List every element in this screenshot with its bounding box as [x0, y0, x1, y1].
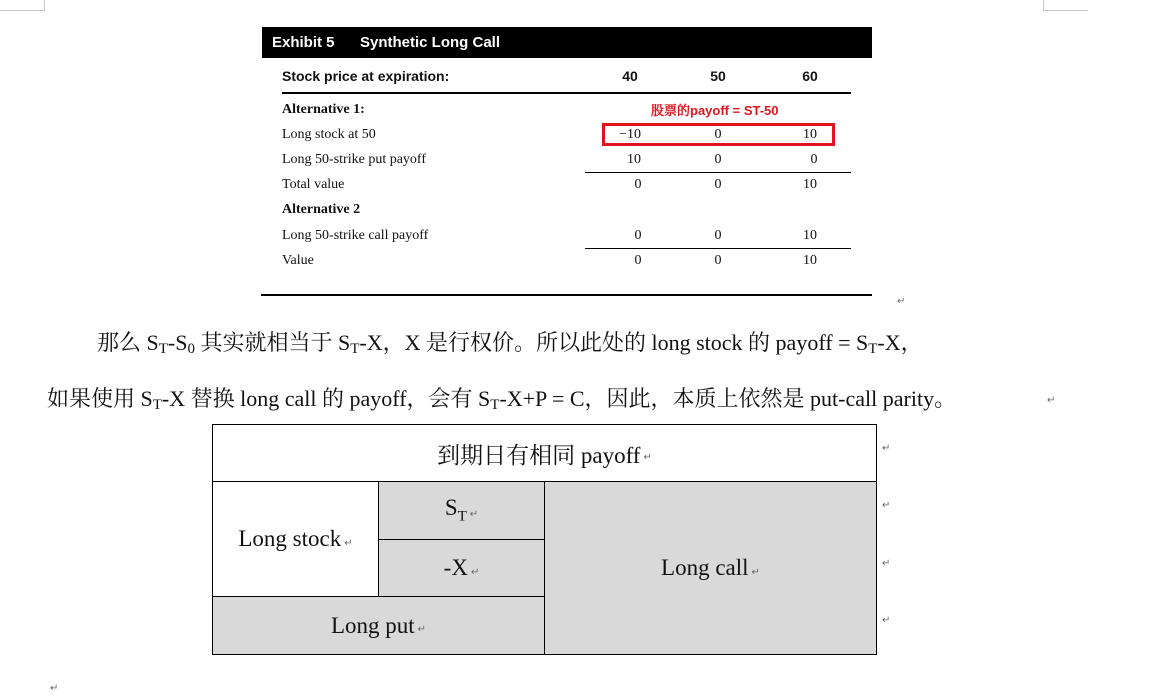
- paragraph-2: 如果使用 $S_T-X$ 替换 long call 的 payoff，会有 $S_T-X+P = C$，因此，本质上依然是 put-call parity。: [47, 386, 957, 413]
- row-end-mark: ↵: [882, 615, 891, 626]
- header-rule: [282, 92, 851, 94]
- alt1-heading: Alternative 1:: [282, 102, 365, 117]
- exhibit-number: Exhibit 5: [272, 34, 335, 51]
- long-stock-label: Long stock: [238, 526, 342, 551]
- cell-value: 10: [803, 228, 817, 243]
- row-end-mark: ↵: [882, 558, 891, 569]
- cell-value: 10: [803, 253, 817, 268]
- price-50: 50: [710, 68, 726, 84]
- row-label-total-value: Total value: [282, 177, 345, 192]
- paragraph-1: 那么 $S_T-S_0$ 其实就相当于 $S_T-X$，X 是行权价。所以此处的 long stock 的 payoff = $S_T-X$，: [97, 330, 923, 357]
- sum-rule: [585, 172, 851, 173]
- row-label-value: Value: [282, 253, 314, 268]
- long-stock-cell: Long stock ↵: [213, 482, 379, 597]
- price-40: 40: [622, 68, 638, 84]
- cell-value: 0: [714, 228, 722, 243]
- paragraph-mark: ↵: [897, 296, 906, 307]
- cell-value: 0: [634, 253, 642, 268]
- payoff-diagram: [212, 424, 877, 655]
- st-label: $S_T$: [444, 495, 467, 525]
- minus-x-label: -X: [443, 555, 468, 580]
- long-put-label: Long put: [330, 612, 415, 638]
- payoff-annotation: 股票的payoff = ST-50: [651, 103, 779, 118]
- cell-value: 0: [810, 152, 818, 167]
- sum-rule: [585, 248, 851, 249]
- cell-value: 10: [803, 177, 817, 192]
- paragraph-mark: ↵: [50, 683, 59, 694]
- cell-value: 0: [714, 152, 722, 167]
- alt2-heading: Alternative 2: [282, 202, 361, 217]
- cell-value: 0: [634, 228, 642, 243]
- cell-value: 0: [714, 177, 722, 192]
- paragraph-mark: ↵: [1047, 395, 1056, 406]
- long-call-cell: Long call ↵: [545, 482, 876, 654]
- long-put-cell: Long put ↵: [213, 597, 545, 654]
- diagram-top-label: 到期日有相同 payoff: [437, 442, 641, 468]
- exhibit-header-row: [282, 66, 852, 88]
- cell-value: −10: [619, 127, 641, 142]
- row-end-mark: ↵: [882, 443, 891, 454]
- row-label-long-put: Long 50-strike put payoff: [282, 152, 426, 167]
- st-cell: $S_T$ ↵: [379, 482, 545, 540]
- page-corner-mark-left: [0, 0, 45, 11]
- price-60: 60: [802, 68, 818, 84]
- exhibit-title: Synthetic Long Call: [360, 34, 501, 51]
- exhibit-bottom-rule: [261, 294, 872, 296]
- cell-value: 10: [627, 152, 641, 167]
- cell-value: 0: [634, 177, 642, 192]
- page-corner-mark-right: [1043, 0, 1088, 11]
- row-end-mark: ↵: [882, 500, 891, 511]
- long-call-label: Long call: [661, 555, 749, 580]
- diagram-top-cell: 到期日有相同 payoff ↵: [213, 425, 876, 482]
- row-label-long-call: Long 50-strike call payoff: [282, 228, 429, 243]
- exhibit-title-bar: [262, 27, 872, 58]
- cell-value: 0: [714, 127, 722, 142]
- highlight-box: [602, 123, 835, 146]
- cell-value: 10: [803, 127, 817, 142]
- cell-value: 0: [714, 253, 722, 268]
- minus-x-cell: -X ↵: [379, 540, 545, 597]
- row-label-long-stock: Long stock at 50: [282, 127, 376, 142]
- header-label: Stock price at expiration:: [282, 68, 450, 84]
